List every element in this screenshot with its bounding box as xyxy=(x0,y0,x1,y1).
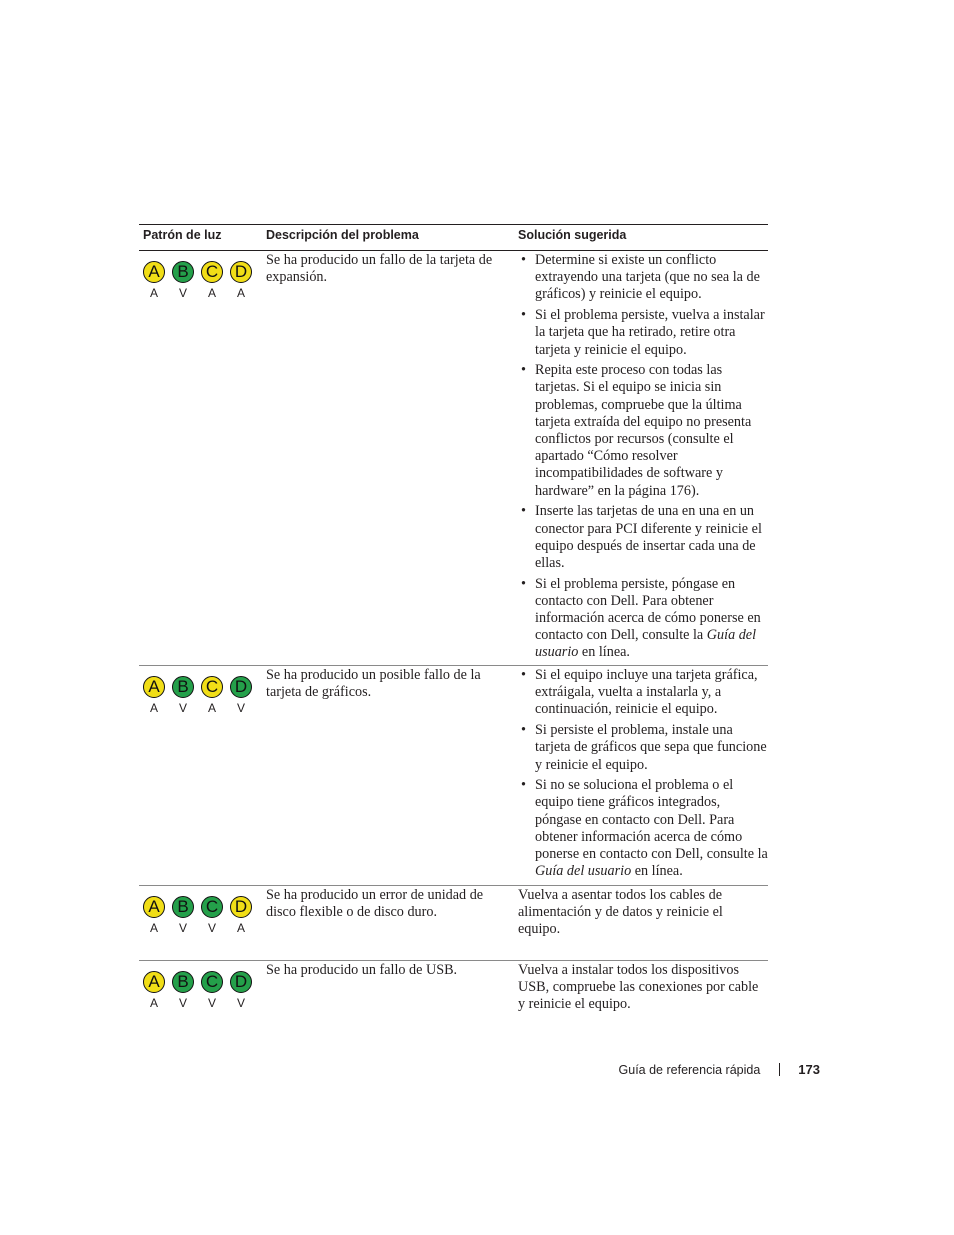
page-footer xyxy=(619,1062,820,1077)
status-light-d-icon: D xyxy=(230,261,252,283)
solution-list xyxy=(518,667,768,880)
list-item xyxy=(518,777,768,880)
light-color-label: V xyxy=(236,996,245,1010)
light-color-label: V xyxy=(207,996,216,1010)
header-suggested-solution: Solución sugerida xyxy=(518,228,627,242)
table-row xyxy=(139,961,768,1031)
list-item xyxy=(518,576,768,662)
solution-text-end: en línea. xyxy=(631,863,683,880)
problem-description: Se ha producido un posible fallo de la tarjeta de gráficos. xyxy=(266,667,481,701)
status-light-a-icon: A xyxy=(143,971,165,993)
status-light-a-icon: A xyxy=(143,896,165,918)
solution-text: Determine si existe un conflicto extrayendo una tarjeta (que no sea la de gráficos) y reinicie el equipo. xyxy=(535,252,760,303)
list-item xyxy=(518,722,768,774)
status-light-c-icon: C xyxy=(201,261,223,283)
list-item xyxy=(518,667,768,719)
status-light-b-icon: B xyxy=(172,971,194,993)
solution-list xyxy=(518,252,768,662)
solution-text: Inserte las tarjetas de una en una en un conector para PCI diferente y reinicie el equipo después de insertar cada una de ellas. xyxy=(535,503,762,571)
suggested-solution: Vuelva a asentar todos los cables de alimentación y de datos y reinicie el equipo. xyxy=(518,887,723,938)
header-problem-description: Descripción del problema xyxy=(266,228,419,242)
status-light-b-icon: B xyxy=(172,261,194,283)
light-color-label: V xyxy=(178,701,187,715)
user-guide-reference: Guía del usuario xyxy=(535,627,757,661)
status-light-d-icon: D xyxy=(230,676,252,698)
light-color-label: V xyxy=(178,921,187,935)
table-row xyxy=(139,886,768,961)
user-guide-reference: Guía del usuario xyxy=(535,863,632,880)
troubleshooting-table xyxy=(139,224,768,1031)
solution-text: Si el equipo incluye una tarjeta gráfica, extráigala, vuelta a instalarla y, a continuación, reinicie el equipo. xyxy=(535,667,758,718)
status-light-d-icon: D xyxy=(230,971,252,993)
list-item xyxy=(518,503,768,572)
list-item xyxy=(518,252,768,304)
status-light-c-icon: C xyxy=(201,896,223,918)
light-color-label: A xyxy=(149,921,158,935)
list-item xyxy=(518,307,768,359)
suggested-solution xyxy=(518,667,768,884)
page-number: 173 xyxy=(798,1062,820,1077)
light-color-label: V xyxy=(236,701,245,715)
status-light-d-icon: D xyxy=(230,896,252,918)
footer-divider xyxy=(779,1063,780,1076)
solution-text: Si el problema persiste, póngase en contacto con Dell. Para obtener información acerca de cómo ponerse en contacto con Dell, consulte la xyxy=(535,575,761,644)
problem-description: Se ha producido un fallo de la tarjeta de expansión. xyxy=(266,252,493,286)
table-row xyxy=(139,251,768,666)
status-light-a-icon: A xyxy=(143,261,165,283)
suggested-solution xyxy=(518,252,768,665)
light-color-label: A xyxy=(149,286,158,300)
status-light-b-icon: B xyxy=(172,896,194,918)
suggested-solution: Vuelva a instalar todos los dispositivos USB, compruebe las conexiones por cable y reinicie el equipo. xyxy=(518,962,759,1013)
light-color-label: A xyxy=(207,286,216,300)
light-color-label: A xyxy=(149,996,158,1010)
status-light-c-icon: C xyxy=(201,676,223,698)
status-light-c-icon: C xyxy=(201,971,223,993)
solution-text: Si no se soluciona el problema o el equipo tiene gráficos integrados, póngase en contacto con Dell. Para obtener información acerca de cómo ponerse en contacto con Dell, consulte la xyxy=(535,777,768,863)
light-color-label: A xyxy=(236,286,245,300)
light-color-label: A xyxy=(207,701,216,715)
solution-text: Si el problema persiste, vuelva a instalar la tarjeta que ha retirado, retire otra tarjeta y reinicie el equipo. xyxy=(535,307,765,358)
status-light-a-icon: A xyxy=(143,676,165,698)
solution-text: Repita este proceso con todas las tarjetas. Si el equipo se inicia sin problemas, compruebe que la última tarjeta extraída del equipo no presenta conflictos por recursos (consulte el apartado “Cómo resolver incompatibilidades de software y hardware” en la página 176). xyxy=(535,362,752,499)
light-color-label: A xyxy=(149,701,158,715)
table-header xyxy=(139,225,768,251)
light-color-label: A xyxy=(236,921,245,935)
table-row xyxy=(139,666,768,886)
list-item xyxy=(518,362,768,500)
solution-text-end: en línea. xyxy=(578,644,630,661)
problem-description: Se ha producido un error de unidad de disco flexible o de disco duro. xyxy=(266,887,484,921)
status-light-b-icon: B xyxy=(172,676,194,698)
light-color-label: V xyxy=(207,921,216,935)
light-color-label: V xyxy=(178,286,187,300)
footer-title: Guía de referencia rápida xyxy=(618,1063,761,1077)
light-color-label: V xyxy=(178,996,187,1010)
header-light-pattern: Patrón de luz xyxy=(143,228,222,242)
solution-text: Si persiste el problema, instale una tarjeta de gráficos que sepa que funcione y reinicie el equipo. xyxy=(535,722,767,773)
problem-description: Se ha producido un fallo de USB. xyxy=(266,962,458,978)
